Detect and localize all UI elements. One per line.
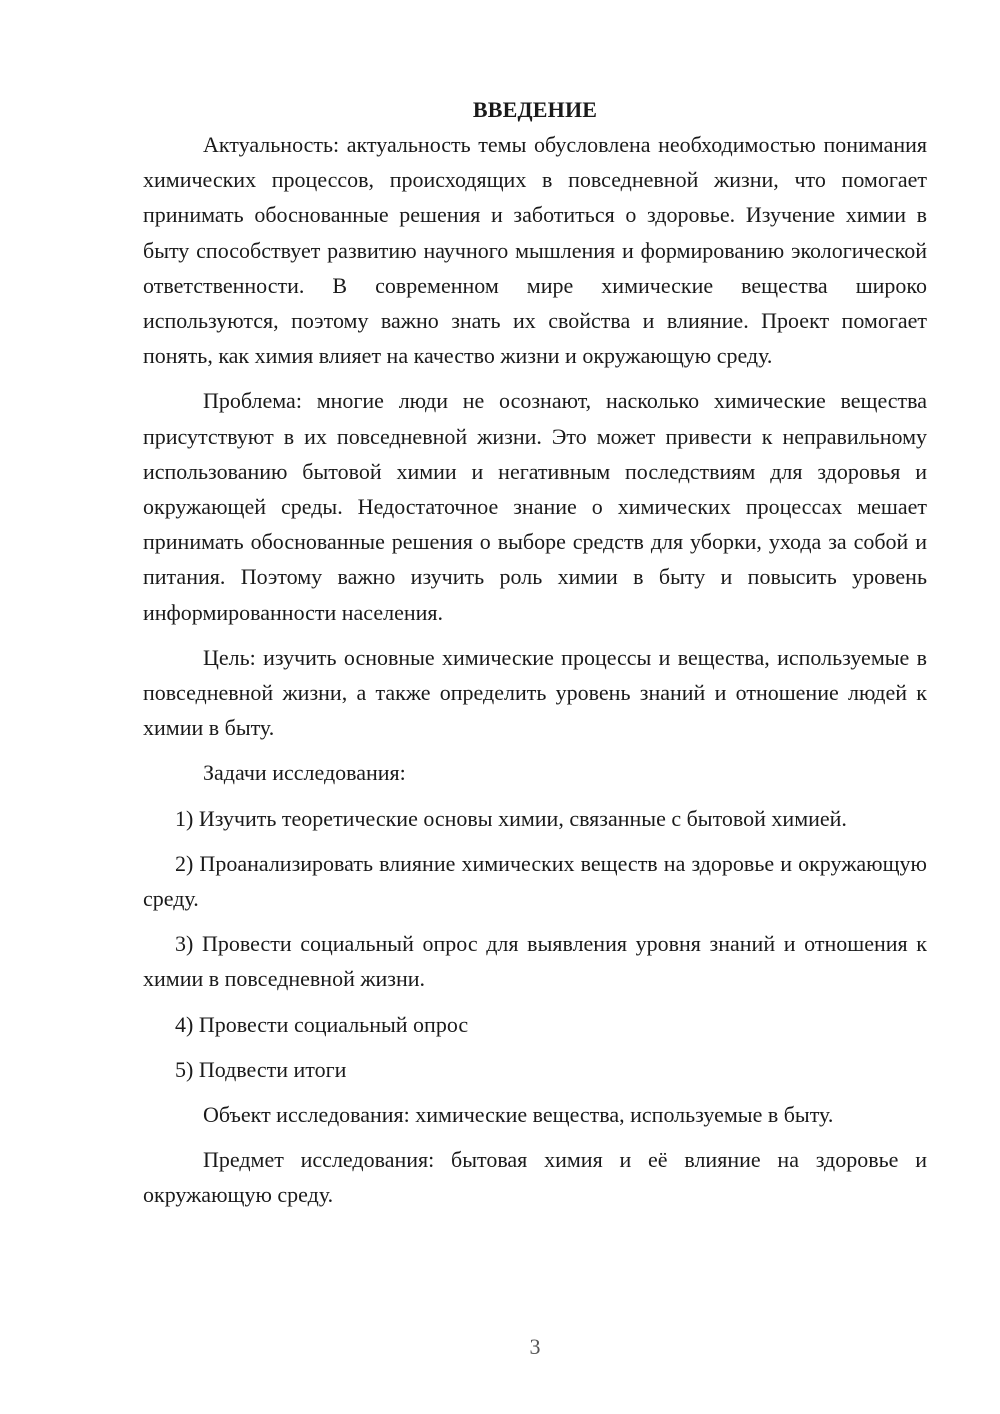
task-item-4: 4) Провести социальный опрос [175,1011,469,1037]
relevance-paragraph: Актуальность: актуальность темы обусловлена необходимостью понимания химических процессов, происходящих в повседневной жизни, что помогает принимать обоснованные решения и заботиться о здоровье. Изучение химии в быту способствует развитию научного мышления и формированию экологической ответственности. В современном мире химические вещества широко используются, поэтому важно знать их свойства и влияние. Проект помогает понять, как химия влияет на качество жизни и окружающую среду. [143,132,927,369]
page-number: 3 [529,1334,541,1359]
page-content [143,92,927,1223]
problem-paragraph: Проблема: многие люди не осознают, насколько химические вещества присутствуют в их повседневной жизни. Это может привести к неправильному использованию бытовой химии и негативным последствиям для здоровья и окружающей среды. Недостаточное знание о химических процессах мешает принимать обоснованные решения о выборе средств для уборки, ухода за собой и питания. Поэтому важно изучить роль химии в быту и повысить уровень информированности населения. [143,388,927,625]
task-item-1: 1) Изучить теоретические основы химии, связанные с бытовой химией. [175,805,847,831]
object-paragraph: Объект исследования: химические вещества, используемые в быту. [203,1102,834,1128]
goal-paragraph: Цель: изучить основные химические процессы и вещества, используемые в повседневной жизни, а также определить уровень знаний и отношение людей к химии в быту. [143,644,927,741]
page-title: ВВЕДЕНИЕ [472,97,598,122]
task-item-3: 3) Провести социальный опрос для выявления уровня знаний и отношения к химии в повседневной жизни. [143,931,927,992]
task-item-5: 5) Подвести итоги [175,1056,347,1082]
task-item-2: 2) Проанализировать влияние химических веществ на здоровье и окружающую среду. [143,850,927,912]
subject-paragraph: Предмет исследования: бытовая химия и её влияние на здоровье и окружающую среду. [143,1147,927,1208]
tasks-heading: Задачи исследования: [203,760,406,786]
